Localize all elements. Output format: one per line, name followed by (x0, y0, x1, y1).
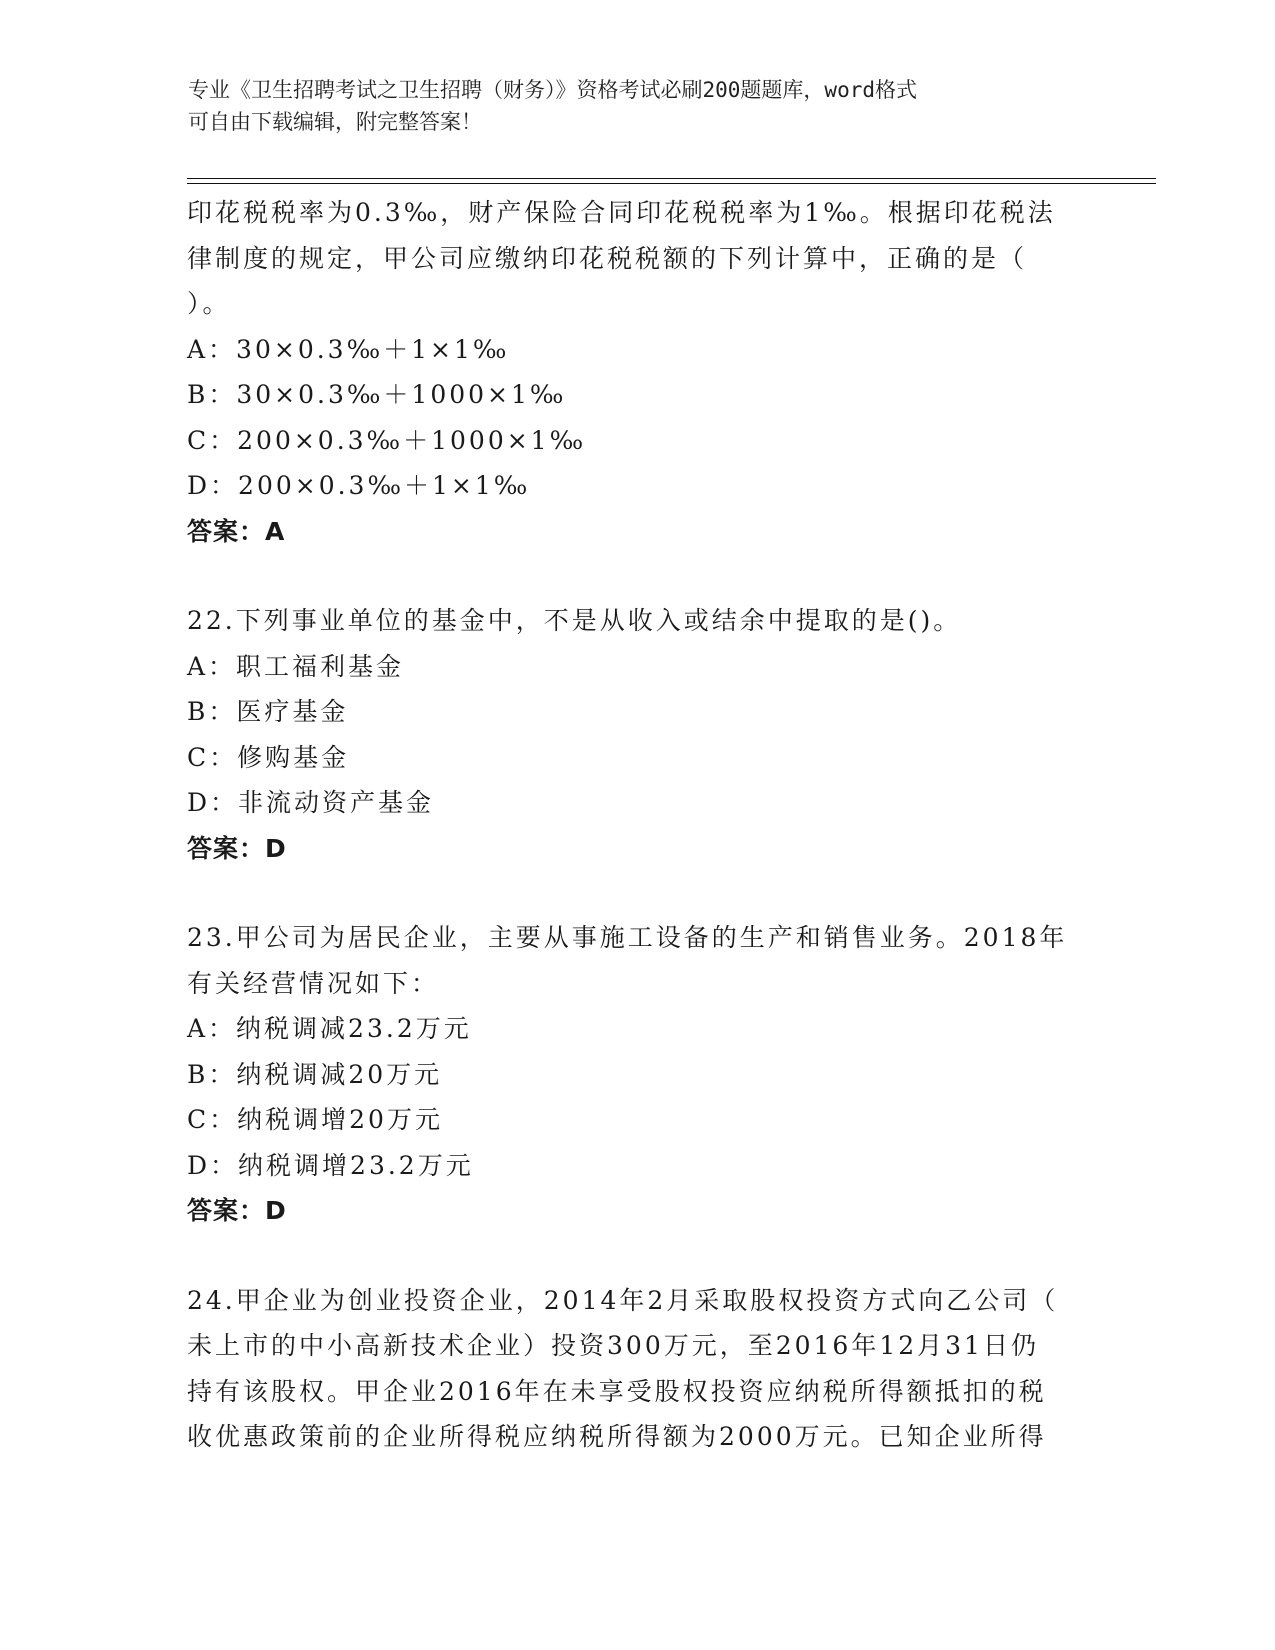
question-stem-line: 收优惠政策前的企业所得税应纳税所得额为2000万元。已知企业所得 (187, 1422, 1047, 1451)
answer-line: 答案：A (187, 516, 286, 546)
header-rule-bottom (187, 183, 1156, 184)
document-body (187, 190, 1087, 1460)
spacer (187, 871, 1087, 915)
document-header (188, 74, 1088, 138)
option-c: C：纳税调增20万元 (187, 1105, 443, 1134)
option-a: A：纳税调减23.2万元 (187, 1014, 472, 1043)
header-rule-top (187, 178, 1156, 179)
option-d: D：纳税调增23.2万元 (187, 1150, 474, 1180)
question-stem-line: 律制度的规定，甲公司应缴纳印花税税额的下列计算中，正确的是（ (187, 243, 1028, 273)
question-stem-line: ）。 (187, 289, 231, 318)
option-b: B：医疗基金 (187, 697, 349, 726)
question-stem-line: 22.下列事业单位的基金中，不是从收入或结余中提取的是()。 (187, 606, 962, 635)
question-stem-line: 持有该股权。甲企业2016年在未享受股权投资应纳税所得额抵扣的税 (187, 1376, 1047, 1406)
option-a: A：职工福利基金 (187, 651, 405, 681)
option-a: A：30×0.3‰＋1×1‰ (187, 334, 510, 364)
option-c: C：200×0.3‰＋1000×1‰ (187, 425, 587, 455)
question-21 (187, 190, 1087, 554)
question-stem-line: 印花税税率为0.3‰，财产保险合同印花税税率为1‰。根据印花税法 (187, 198, 1056, 227)
option-c: C：修购基金 (187, 742, 350, 772)
question-stem-line: 24.甲企业为创业投资企业，2014年2月采取股权投资方式向乙公司（ (187, 1285, 1059, 1315)
spacer (187, 554, 1087, 598)
spacer (187, 1234, 1087, 1278)
answer-line: 答案：D (187, 1196, 287, 1225)
question-stem-line: 未上市的中小高新技术企业）投资300万元，至2016年12月31日仍 (187, 1331, 1039, 1360)
header-line-1: 专业《卫生招聘考试之卫生招聘（财务）》资格考试必刷200题题库，word格式 (188, 78, 917, 102)
option-d: D：200×0.3‰＋1×1‰ (187, 471, 531, 500)
answer-line: 答案：D (187, 833, 287, 863)
header-line-2: 可自由下载编辑，附完整答案！ (188, 110, 482, 134)
question-stem-line: 有关经营情况如下： (187, 968, 440, 998)
question-22 (187, 598, 1087, 871)
option-d: D：非流动资产基金 (187, 788, 435, 817)
option-b: B：30×0.3‰＋1000×1‰ (187, 380, 567, 409)
question-23 (187, 915, 1087, 1234)
question-stem-line: 23.甲公司为居民企业，主要从事施工设备的生产和销售业务。2018年 (187, 923, 1068, 952)
option-b: B：纳税调减20万元 (187, 1059, 443, 1089)
question-24 (187, 1278, 1087, 1460)
